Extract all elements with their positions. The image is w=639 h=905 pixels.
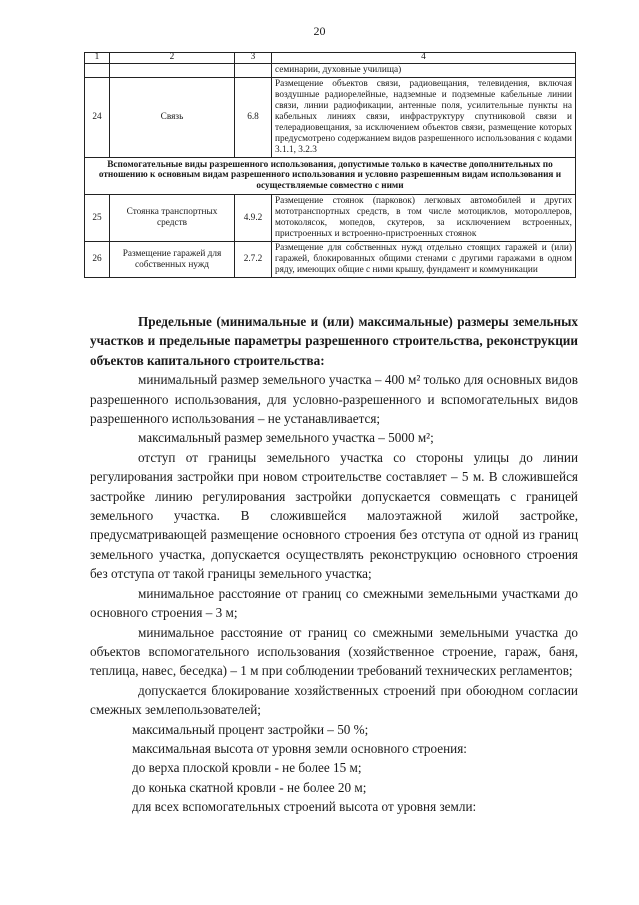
use-code: 2.7.2 (235, 242, 272, 278)
use-name: Связь (110, 77, 235, 157)
table-row (85, 195, 576, 242)
use-description: семинарии, духовные училища) (272, 63, 576, 77)
paragraph: максимальный размер земельного участка – 5000 м²; (138, 430, 434, 446)
body-text (90, 312, 578, 817)
use-code (235, 63, 272, 77)
row-number: 26 (85, 242, 110, 278)
use-description: Размещение объектов связи, радиовещания, телевидения, включая воздушные радиорелейные, надземные и подземные кабельные линии связи, линии радиофикации, антенные поля, усилительные пункты на кабельных линиях связи, инфраструктуру спутниковой связи и телерадиовещания, за исключением объектов связи, размещение которых предусмотрено содержанием видов разрешенного использования с кодами 3.1.1, 3.2.3 (272, 77, 576, 157)
table-row (85, 242, 576, 278)
land-use-table (84, 52, 576, 278)
paragraph: минимальный размер земельного участка – 400 м² только для основных видов разрешенного использования, для условно-разрешенного и вспомогательных видов разрешенного использования – не устанавливается; (90, 372, 578, 427)
paragraph: до конька скатной кровли - не более 20 м; (132, 779, 367, 795)
paragraph: до верха плоской кровли - не более 15 м; (132, 760, 362, 776)
use-name (110, 63, 235, 77)
paragraph: для всех вспомогательных строений высота от уровня земли: (132, 799, 477, 815)
use-name: Размещение гаражей для собственных нужд (110, 242, 235, 278)
paragraph: минимальное расстояние от границ со смежными земельными участками до основного строения – 3 м; (90, 585, 578, 621)
table-row (85, 77, 576, 157)
paragraph: минимальное расстояние от границ со смежными земельными участка до объектов вспомогательного использования (хозяйственное строение, гараж, баня, теплица, навес, беседка) – 1 м при соблюдении требований технических регламентов; (90, 624, 578, 679)
table-header-cell: 3 (235, 53, 272, 64)
page-number: 20 (313, 24, 326, 38)
table-section-row (85, 157, 576, 195)
use-name: Стоянка транспортных средств (110, 195, 235, 242)
use-description: Размещение для собственных нужд отдельно стоящих гаражей и (или) гаражей, блокированных общими стенами с другими гаражами в одном ряду, имеющих общие с ними крышу, фундамент и коммуникации (272, 242, 576, 278)
row-number: 24 (85, 77, 110, 157)
paragraph: допускается блокирование хозяйственных строений при обоюдном согласии смежных землепользователей; (90, 682, 578, 718)
section-heading: Предельные (минимальные и (или) максимальные) размеры земельных участков и предельные параметры разрешенного строительства, реконструкции объектов капитального строительства: (90, 314, 578, 368)
table-header-cell: 2 (110, 53, 235, 64)
paragraph: максимальный процент застройки – 50 %; (132, 721, 369, 737)
section-title: Вспомогательные виды разрешенного использования, допустимые только в качестве дополнительных по отношению к основным видам разрешенного использования и условно разрешенным видам использования и осуществляемые совместно с ними (85, 157, 576, 195)
table-header-row (85, 53, 576, 64)
paragraph: максимальная высота от уровня земли основного строения: (132, 740, 467, 756)
table-row (85, 63, 576, 77)
use-description: Размещение стоянок (парковок) легковых автомобилей и других мототранспортных средств, в том числе мотоциклов, мотороллеров, мотоколясок, мопедов, скутеров, за исключением встроенных, пристроенных и встроенно-пристроенных стоянок (272, 195, 576, 242)
table-header-cell: 1 (85, 53, 110, 64)
use-code: 4.9.2 (235, 195, 272, 242)
table-header-cell: 4 (272, 53, 576, 64)
row-number: 25 (85, 195, 110, 242)
use-code: 6.8 (235, 77, 272, 157)
paragraph: отступ от границы земельного участка со стороны улицы до линии регулирования застройки при новом строительстве составляет – 5 м. В сложившейся застройке линию регулирования застройки допускается совмещать с границей земельного участка. В сложившейся малоэтажной жилой застройке, предусматривающей размещение основного строения без отступа от одной из границ земельного участка, допускается осуществлять реконструкцию основного строения без отступа от такой границы земельного участка; (90, 449, 578, 582)
row-number (85, 63, 110, 77)
